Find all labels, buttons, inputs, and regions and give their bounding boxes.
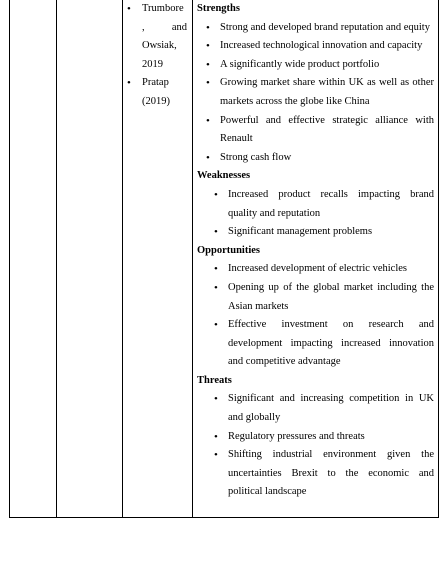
list-item: • Strong cash flow: [197, 149, 434, 168]
list-item: • Effective investment on research and development impacting increased innovation and competitive advantage: [197, 316, 434, 372]
list-item: • Regulatory pressures and threats: [197, 428, 434, 447]
weaknesses-list: [197, 186, 434, 242]
threats-list: [197, 390, 434, 502]
source-item: [122, 74, 187, 111]
source-line: • Pratap: [142, 77, 169, 89]
swot-table: [9, 0, 438, 517]
source-item: [122, 0, 187, 74]
opportunities-list: [197, 260, 434, 372]
strengths-heading: Strengths: [197, 3, 240, 14]
table-border-bottom: [9, 517, 438, 518]
list-item: • Increased product recalls impacting brand quality and reputation: [197, 186, 434, 223]
list-item: • Growing market share within UK as well as other markets across the globe like China: [197, 74, 434, 111]
list-item: • Increased development of electric vehicles: [197, 260, 434, 279]
source-line: , and: [142, 21, 187, 33]
threats-heading: Threats: [197, 374, 232, 386]
list-item: • Strong and developed brand reputation and equity: [197, 19, 434, 38]
list-item: • Significant and increasing competition in UK and globally: [197, 390, 434, 427]
source-line: (2019): [142, 95, 170, 107]
sources-list: [122, 0, 187, 112]
column-divider-3: [192, 0, 193, 518]
list-item: • Increased technological innovation and capacity: [197, 37, 434, 56]
weaknesses-heading: Weaknesses: [197, 170, 251, 182]
source-line: • Trumbore: [142, 3, 184, 14]
list-item: • Opening up of the global market including the Asian markets: [197, 279, 434, 316]
table-border-right: [438, 0, 439, 518]
list-item: • A significantly wide product portfolio: [197, 56, 434, 75]
source-line: Owsiak,: [142, 40, 177, 52]
swot-cell: [197, 0, 434, 502]
source-line: 2019: [142, 58, 163, 70]
opportunities-heading: Opportunities: [197, 244, 261, 256]
sources-cell: [122, 0, 187, 112]
list-item: • Shifting industrial environment given the uncertainties Brexit to the economic and political landscape: [197, 446, 434, 502]
table-border-left: [9, 0, 10, 518]
strengths-list: [197, 19, 434, 168]
list-item: • Significant management problems: [197, 223, 434, 242]
list-item: • Powerful and effective strategic alliance with Renault: [197, 112, 434, 149]
column-divider-1: [56, 0, 57, 518]
